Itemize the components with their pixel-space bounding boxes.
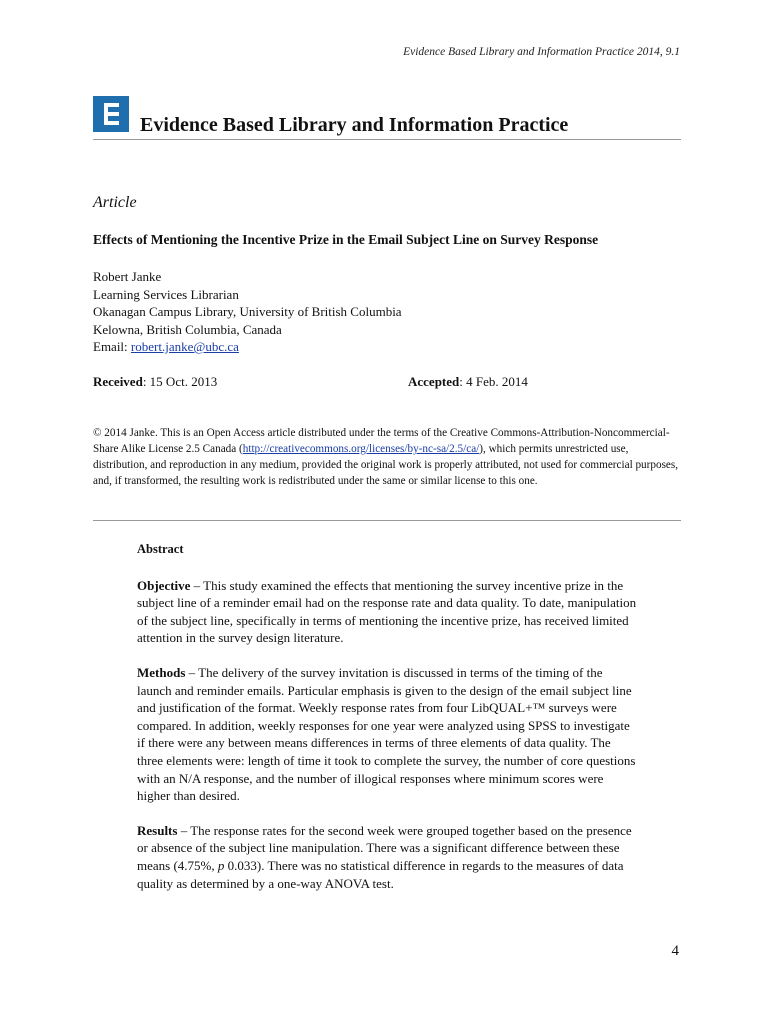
objective-label: Objective [137,577,191,593]
author-position: Learning Services Librarian [93,286,239,302]
license-text-before: © 2014 Janke. This is an Open Access article distributed under the terms of the Creative Commons-Attribution-Noncommercial-Share Alike License 2.5 Canada ( [93,427,670,455]
received-date [93,374,217,390]
results-text-after: 0.033). There was no statistical difference in regards to the measures of data quality as determined by a one-way ANOVA test. [137,857,624,891]
license-text-after: ), which permits unrestricted use, distribution, and reproduction in any medium, provided the original work is properly attributed, not used for commercial purposes, and, if transformed, the resulting work is redistributed under the same or similar license to this one. [93,443,679,487]
abstract-methods [137,664,637,805]
journal-logo-icon [93,96,129,132]
page-number: 4 [671,943,679,959]
accepted-date [408,374,528,390]
license-statement [93,425,683,489]
abstract [137,541,637,909]
author-location: Kelowna, British Columbia, Canada [93,321,282,337]
abstract-heading: Abstract [137,542,184,556]
email-label: Email: [93,339,131,354]
accepted-value: : 4 Feb. 2014 [459,374,528,389]
license-link[interactable]: http://creativecommons.org/licenses/by-nc-sa/2.5/ca/ [242,443,480,455]
journal-logo [93,96,129,132]
received-value: : 15 Oct. 2013 [142,374,218,389]
accepted-label: Accepted [408,374,460,389]
author-institution: Okanagan Campus Library, University of British Columbia [93,304,402,319]
email-link[interactable]: robert.janke@ubc.ca [130,339,239,354]
received-label: Received [93,374,143,389]
results-label: Results [137,822,178,838]
article-title: Effects of Mentioning the Incentive Prize in the Email Subject Line on Survey Response [93,232,599,247]
author-name: Robert Janke [93,269,162,284]
abstract-objective [137,577,637,647]
author-block [93,268,402,356]
results-text-before: – The response rates for the second week were grouped together based on the presence or absence of the subject line manipulation. There was a significant difference between these means (4.75%, [137,822,632,873]
objective-text: – This study examined the effects that mentioning the survey incentive prize in the subject line of a reminder email had on the response rate and data quality. To date, manipulation of the subject line, specifically in terms of mentioning the incentive prize, has received limited attention in the survey design literature. [137,577,637,646]
article-type: Article [93,194,137,211]
journal-title: Evidence Based Library and Information Practice [140,114,569,136]
author-email-line [93,338,402,356]
header-divider [93,139,681,140]
abstract-results [137,822,637,892]
methods-label: Methods [137,664,186,680]
running-head: Evidence Based Library and Information Practice 2014, 9.1 [403,46,680,58]
results-p-value-symbol: p [217,857,225,873]
section-divider [93,520,681,521]
methods-text: – The delivery of the survey invitation is discussed in terms of the timing of the launch and reminder emails. Particular emphasis is given to the design of the email subject line and justification of the format. Weekly response rates from four LibQUAL+™ surveys were compared. In addition, weekly responses for one year were analyzed using SPSS to investigate if there were any between means differences in terms of three elements of data quality. The three elements were: length of time it took to complete the survey, the number of core questions with an N/A response, and the number of illogical responses where minimum scores were higher than desired. [137,664,636,804]
